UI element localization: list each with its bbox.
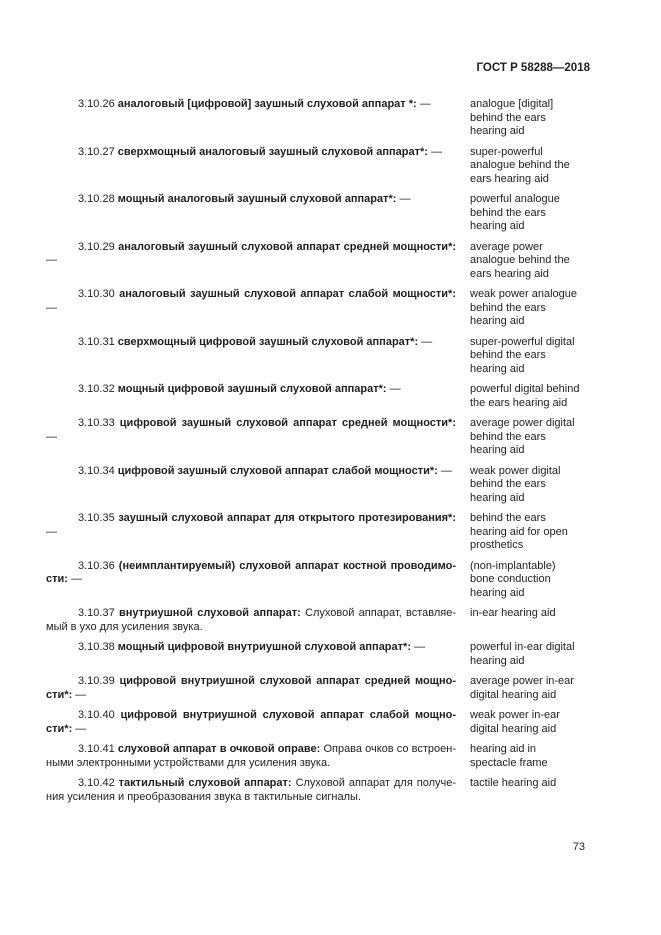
document-code: ГОСТ Р 58288—2018 (476, 62, 590, 74)
translation-line: behind the ears (470, 478, 546, 490)
term-paragraph-ru (46, 607, 456, 634)
translation-line: hearing aid (470, 654, 525, 667)
term-colon: : (297, 607, 301, 619)
translation-line: analogue [digital] (470, 98, 554, 110)
term-translation-en (470, 193, 591, 234)
footnote-asterisk: * (448, 288, 453, 300)
term-colon: : (424, 145, 428, 158)
term-text-ru: мощный аналоговый заушный слуховой аппарат (117, 193, 389, 205)
term-number: 3.10.35 (78, 512, 115, 524)
translation-line: behind the ears (470, 301, 546, 314)
translation-line: behind the ears (470, 111, 546, 124)
footnote-asterisk: * (429, 464, 435, 477)
term-paragraph-ru (46, 560, 456, 601)
translation-line: in-ear hearing aid (470, 607, 556, 619)
translation-line: super-powerful (470, 145, 543, 158)
term-paragraph-ru (46, 709, 456, 736)
translation-line: behind the ears (470, 349, 546, 361)
term-paragraph-ru (46, 675, 456, 702)
term-number: 3.10.38 (78, 641, 115, 653)
term-paragraph-ru (46, 98, 456, 139)
term-number: 3.10.29 (78, 240, 115, 253)
term-entry (46, 193, 591, 234)
term-entry (46, 336, 591, 377)
term-translation-en (470, 641, 591, 668)
term-definition-ru: — (71, 573, 83, 585)
translation-line: weak power digital (470, 464, 561, 477)
term-translation-en (470, 288, 591, 329)
term-colon: : (64, 573, 68, 585)
term-translation-en (470, 675, 591, 702)
term-entry (46, 146, 591, 187)
translation-line: hearing aid (470, 362, 525, 375)
term-colon: : (392, 193, 397, 205)
page-header (477, 61, 590, 75)
term-paragraph-ru (46, 512, 456, 553)
term-definition-ru: Слуховой аппарат для получения усиления и преобразования звука в тактильные сигналы. (46, 777, 457, 803)
translation-line: the ears hearing aid (470, 396, 568, 409)
footnote-asterisk: * (64, 722, 69, 735)
term-paragraph-ru (46, 641, 456, 668)
term-entry (46, 607, 591, 634)
footnote-asterisk: * (448, 512, 453, 524)
term-number: 3.10.31 (78, 335, 115, 348)
translation-line: hearing aid (470, 444, 525, 456)
footnote-asterisk: * (420, 145, 425, 158)
term-definition-ru: — (389, 383, 401, 395)
term-translation-en (470, 560, 591, 601)
term-number: 3.10.26 (78, 98, 115, 110)
term-number: 3.10.39 (78, 675, 115, 687)
footnote-asterisk: * (388, 193, 393, 205)
term-number: 3.10.40 (78, 709, 115, 721)
term-entry (46, 709, 591, 736)
translation-line: powerful digital behind (470, 383, 580, 395)
term-translation-en (470, 98, 591, 139)
term-paragraph-ru (46, 383, 456, 410)
term-translation-en (470, 383, 591, 410)
term-translation-en (470, 743, 591, 770)
translation-line: hearing aid (470, 586, 525, 599)
translation-line: bone conduction (470, 573, 551, 585)
term-translation-en (470, 417, 591, 458)
term-definition-ru: Слуховой аппарат, вставляемый в ухо для усиления звука. (46, 607, 456, 633)
translation-line: analogue behind the (470, 159, 570, 171)
term-text-ru: мощный цифровой заушный слуховой аппарат (117, 383, 379, 395)
term-text-ru: слуховой аппарат в очковой оправе (117, 743, 317, 755)
terms-list (46, 98, 591, 811)
term-text-ru: мощный цифровой внутриушной слуховой аппарат (117, 641, 404, 653)
term-number: 3.10.32 (78, 383, 115, 395)
term-paragraph-ru (46, 465, 456, 506)
term-definition-ru: — (46, 254, 57, 266)
term-colon: : (452, 240, 457, 253)
footnote-asterisk: * (405, 98, 414, 110)
term-paragraph-ru (46, 336, 456, 377)
term-definition-ru: — (399, 193, 411, 205)
term-colon: : (382, 383, 387, 395)
term-colon: : (407, 641, 411, 653)
term-text-ru: аналоговый [цифровой] заушный слуховой аппарат (117, 98, 406, 110)
term-definition-ru: — (75, 722, 87, 735)
translation-line: tactile hearing aid (470, 777, 557, 789)
term-text-ru: (неимплантируемый) слуховой аппарат костной проводимости (46, 559, 456, 585)
translation-line: powerful analogue (470, 193, 560, 205)
term-entry (46, 743, 591, 770)
term-entry (46, 417, 591, 458)
term-definition-ru: — (46, 301, 57, 314)
translation-line: average power in-ear (470, 675, 574, 687)
term-paragraph-ru (46, 193, 456, 234)
term-entry (46, 98, 591, 139)
term-colon: : (316, 743, 321, 755)
footnote-asterisk: * (410, 335, 415, 348)
footnote-asterisk: * (448, 240, 453, 253)
term-text-ru: аналоговый заушный слуховой аппарат средней мощности (118, 240, 449, 253)
translation-line: weak power in-ear (470, 709, 560, 721)
page-footer (573, 841, 585, 854)
term-definition-ru: — (431, 145, 443, 158)
translation-line: behind the ears (470, 206, 546, 219)
translation-line: hearing aid in (470, 743, 537, 755)
translation-line: behind the ears (470, 430, 546, 443)
term-colon: : (413, 98, 417, 110)
term-translation-en (470, 465, 591, 506)
translation-line: ears hearing aid (470, 267, 549, 280)
term-text-ru: сверхмощный цифровой заушный слуховой аппарат (117, 335, 411, 348)
translation-line: spectacle frame (470, 756, 548, 769)
term-colon: : (68, 688, 73, 701)
translation-line: (non-implantable) (470, 559, 556, 572)
term-entry (46, 560, 591, 601)
term-translation-en (470, 709, 591, 736)
term-text-ru: внутриушной слуховой аппарат (118, 607, 298, 619)
footnote-asterisk: * (378, 383, 383, 395)
footnote-asterisk: * (64, 688, 69, 701)
translation-line: hearing aid (470, 315, 525, 327)
term-text-ru: цифровой внутриушной слуховой аппарат средней мощности (46, 675, 456, 701)
term-entry (46, 383, 591, 410)
translation-line: weak power analogue (470, 288, 578, 300)
translation-line: hearing aid (470, 125, 525, 137)
translation-line: analogue behind the (470, 254, 570, 266)
term-number: 3.10.41 (78, 743, 115, 755)
term-number: 3.10.42 (78, 777, 115, 789)
term-translation-en (470, 512, 591, 553)
term-definition-ru: Оправа очков со встроенными электронными устройствами для усиления звука. (46, 743, 456, 769)
term-paragraph-ru (46, 417, 456, 458)
term-entry (46, 465, 591, 506)
footnote-asterisk: * (448, 417, 453, 429)
term-definition-ru: — (46, 430, 57, 443)
term-text-ru: аналоговый заушный слуховой аппарат слабой мощности (119, 288, 449, 300)
term-definition-ru: — (421, 335, 433, 348)
term-definition-ru: — (414, 641, 426, 653)
term-entry (46, 777, 591, 804)
footnote-asterisk: * (403, 641, 408, 653)
term-definition-ru: — (440, 464, 452, 477)
term-text-ru: сверхмощный аналоговый заушный слуховой аппарат (117, 145, 420, 158)
term-text-ru: заушный слуховой аппарат для открытого протезирования (118, 512, 449, 524)
term-number: 3.10.28 (78, 193, 115, 205)
term-colon: : (287, 777, 292, 789)
term-colon: : (452, 417, 456, 429)
term-colon: : (414, 335, 419, 348)
term-translation-en (470, 146, 591, 187)
term-number: 3.10.34 (78, 464, 115, 477)
term-entry (46, 641, 591, 668)
translation-line: ears hearing aid (470, 172, 549, 185)
term-entry (46, 675, 591, 702)
term-translation-en (470, 241, 591, 282)
translation-line: behind the ears (470, 512, 546, 524)
term-definition-ru: — (46, 525, 57, 538)
translation-line: average power (470, 240, 543, 253)
term-text-ru: цифровой заушный слуховой аппарат слабой мощности (117, 464, 430, 477)
translation-line: prosthetics (470, 539, 524, 551)
term-text-ru: цифровой внутриушной слуховой аппарат слабой мощности (46, 709, 456, 735)
term-colon: : (452, 512, 456, 524)
translation-line: average power digital (470, 417, 575, 429)
term-translation-en (470, 607, 591, 634)
term-number: 3.10.33 (78, 417, 115, 429)
term-paragraph-ru (46, 241, 456, 282)
term-number: 3.10.37 (78, 607, 115, 619)
term-paragraph-ru (46, 146, 456, 187)
term-number: 3.10.36 (78, 559, 115, 572)
term-colon: : (68, 722, 73, 735)
translation-line: digital hearing aid (470, 722, 557, 735)
term-colon: : (434, 464, 438, 477)
term-paragraph-ru (46, 743, 456, 770)
translation-line: hearing aid for open (470, 525, 568, 538)
term-entry (46, 241, 591, 282)
term-number: 3.10.30 (78, 288, 115, 300)
page-number: 73 (572, 841, 585, 853)
term-definition-ru: — (419, 98, 431, 110)
term-translation-en (470, 336, 591, 377)
translation-line: super-powerful digital (470, 335, 575, 348)
translation-line: digital hearing aid (470, 688, 557, 701)
term-definition-ru: — (75, 688, 87, 701)
term-entry (46, 288, 591, 329)
term-colon: : (452, 288, 456, 300)
translation-line: hearing aid (470, 491, 525, 504)
term-paragraph-ru (46, 288, 456, 329)
term-paragraph-ru (46, 777, 456, 804)
translation-line: powerful in-ear digital (470, 641, 575, 653)
term-number: 3.10.27 (78, 145, 115, 158)
term-translation-en (470, 777, 591, 804)
term-text-ru: тактильный слуховой аппарат (118, 777, 288, 789)
term-entry (46, 512, 591, 553)
translation-line: hearing aid (470, 220, 525, 232)
term-text-ru: цифровой заушный слуховой аппарат средней мощности (119, 417, 449, 429)
